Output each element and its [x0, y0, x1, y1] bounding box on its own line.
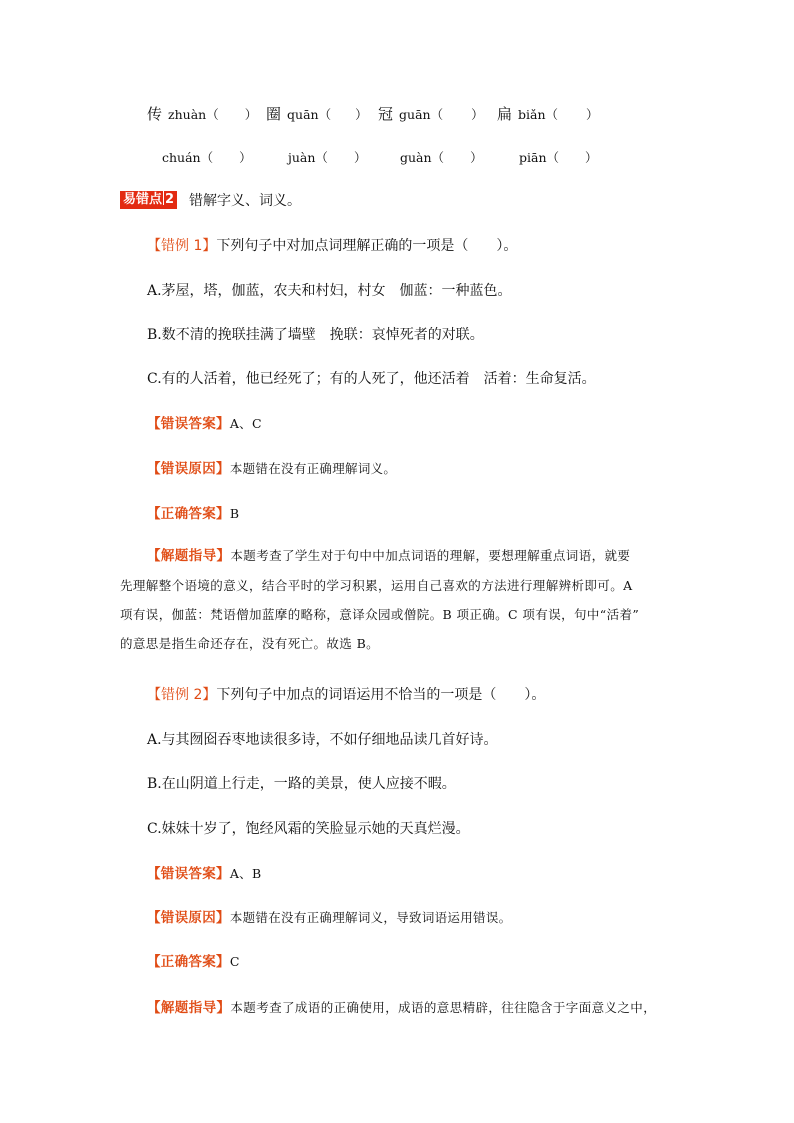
correct-answer [147, 953, 240, 971]
pinyin: juàn（ [288, 150, 328, 165]
pinyin: piān（ [519, 150, 560, 165]
example-question [147, 237, 517, 255]
wrong-answer-value: A、C [229, 416, 262, 431]
guide-text: 的意思是指生命还存在，没有死亡。故选 B。 [120, 636, 380, 651]
correct-answer-value: C [229, 954, 240, 969]
guide-text: 先理解整个语境的意义，结合平时的学习积累，运用自己喜欢的方法进行理解辨析即可。A [120, 578, 633, 593]
bracket-close: ） [585, 150, 598, 165]
bracket-close: ） [353, 150, 367, 165]
wrong-answer-label: 【错误答案】 [147, 866, 230, 882]
bracket-close: ） [355, 107, 368, 122]
bracket-close: ） [586, 107, 599, 122]
character: 圈 [266, 105, 282, 123]
pinyin-item [266, 103, 368, 124]
question-text: 下列句子中对加点词理解正确的一项是（ ）。 [216, 238, 518, 254]
pinyin-item [497, 103, 599, 124]
bracket-close: ） [244, 107, 258, 122]
guide-label: 【解题指导】 [147, 548, 231, 564]
pinyin-item [162, 148, 252, 166]
wrong-reason-label: 【错误原因】 [147, 461, 230, 477]
wrong-reason [147, 460, 396, 478]
example-label: 【错例 1】 [147, 238, 217, 254]
bracket-close: ） [470, 150, 483, 165]
option-c: C.妹妹十岁了，饱经风霜的笑脸显示她的天真烂漫。 [147, 821, 470, 837]
character: 扁 [497, 105, 513, 123]
wrong-answer-label: 【错误答案】 [147, 416, 230, 432]
pinyin-item [519, 148, 598, 166]
option-a: A.茅屋，塔，伽蓝，农夫和村妇，村女 伽蓝：一种蓝色。 [147, 283, 512, 299]
section-title: 错解字义、词义。 [189, 193, 301, 209]
guide-label: 【解题指导】 [147, 1000, 231, 1016]
pinyin: chuán（ [162, 150, 214, 165]
solution-guide [120, 993, 680, 1023]
guide-text: 本题考查了学生对于句中中加点词语的理解，要想理解重点词语，就要 [230, 548, 631, 563]
wrong-answer-value: A、B [229, 866, 262, 881]
pinyin: zhuàn（ [168, 107, 219, 122]
question-text: 下列句子中加点的词语运用不恰当的一项是（ ）。 [216, 687, 546, 703]
option-b: B.在山阴道上行走，一路的美景，使人应接不暇。 [147, 776, 456, 792]
wrong-reason-label: 【错误原因】 [147, 910, 230, 926]
correct-answer-label: 【正确答案】 [147, 506, 230, 522]
pinyin-item [147, 103, 257, 124]
correct-answer-label: 【正确答案】 [147, 954, 230, 970]
pinyin-item [400, 148, 483, 166]
pinyin-item [378, 103, 484, 124]
correct-answer [147, 505, 239, 523]
pinyin-item [288, 148, 366, 166]
pinyin: guān（ [399, 107, 444, 122]
character: 传 [147, 105, 163, 123]
wrong-reason-value: 本题错在没有正确理解词义，导致词语运用错误。 [229, 910, 512, 925]
text-cursor [163, 191, 164, 205]
correct-answer-value: B [229, 506, 240, 521]
pinyin: quān（ [287, 107, 332, 122]
option-b: B.数不清的挽联挂满了墙壁 挽联：哀悼死者的对联。 [147, 327, 484, 343]
bracket-close: ） [239, 150, 252, 165]
solution-guide [120, 541, 680, 658]
wrong-answer [147, 865, 261, 883]
pinyin: biǎn（ [518, 107, 559, 122]
example-label: 【错例 2】 [147, 687, 217, 703]
section-badge [120, 191, 177, 209]
character: 冠 [378, 105, 394, 123]
pinyin: guàn（ [400, 150, 445, 165]
guide-text: 本题考查了成语的正确使用，成语的意思精辟，往往隐含于字面意义之中， [230, 1000, 657, 1015]
wrong-answer [147, 415, 262, 433]
guide-text: 项有误，伽蓝：梵语僧加蓝摩的略称，意译众园或僧院。B 项正确。C 项有误，句中“活着” [120, 607, 640, 622]
bracket-close: ） [471, 107, 484, 122]
wrong-reason-value: 本题错在没有正确理解词义。 [229, 461, 397, 476]
badge-number: 2 [165, 192, 175, 207]
option-c: C.有的人活着，他已经死了；有的人死了，他还活着 活着：生命复活。 [147, 371, 596, 387]
badge-label: 易错点 [123, 192, 163, 207]
wrong-reason [147, 909, 511, 927]
option-a: A.与其囫囵吞枣地读很多诗，不如仔细地品读几首好诗。 [147, 732, 498, 748]
example-question [147, 686, 545, 704]
